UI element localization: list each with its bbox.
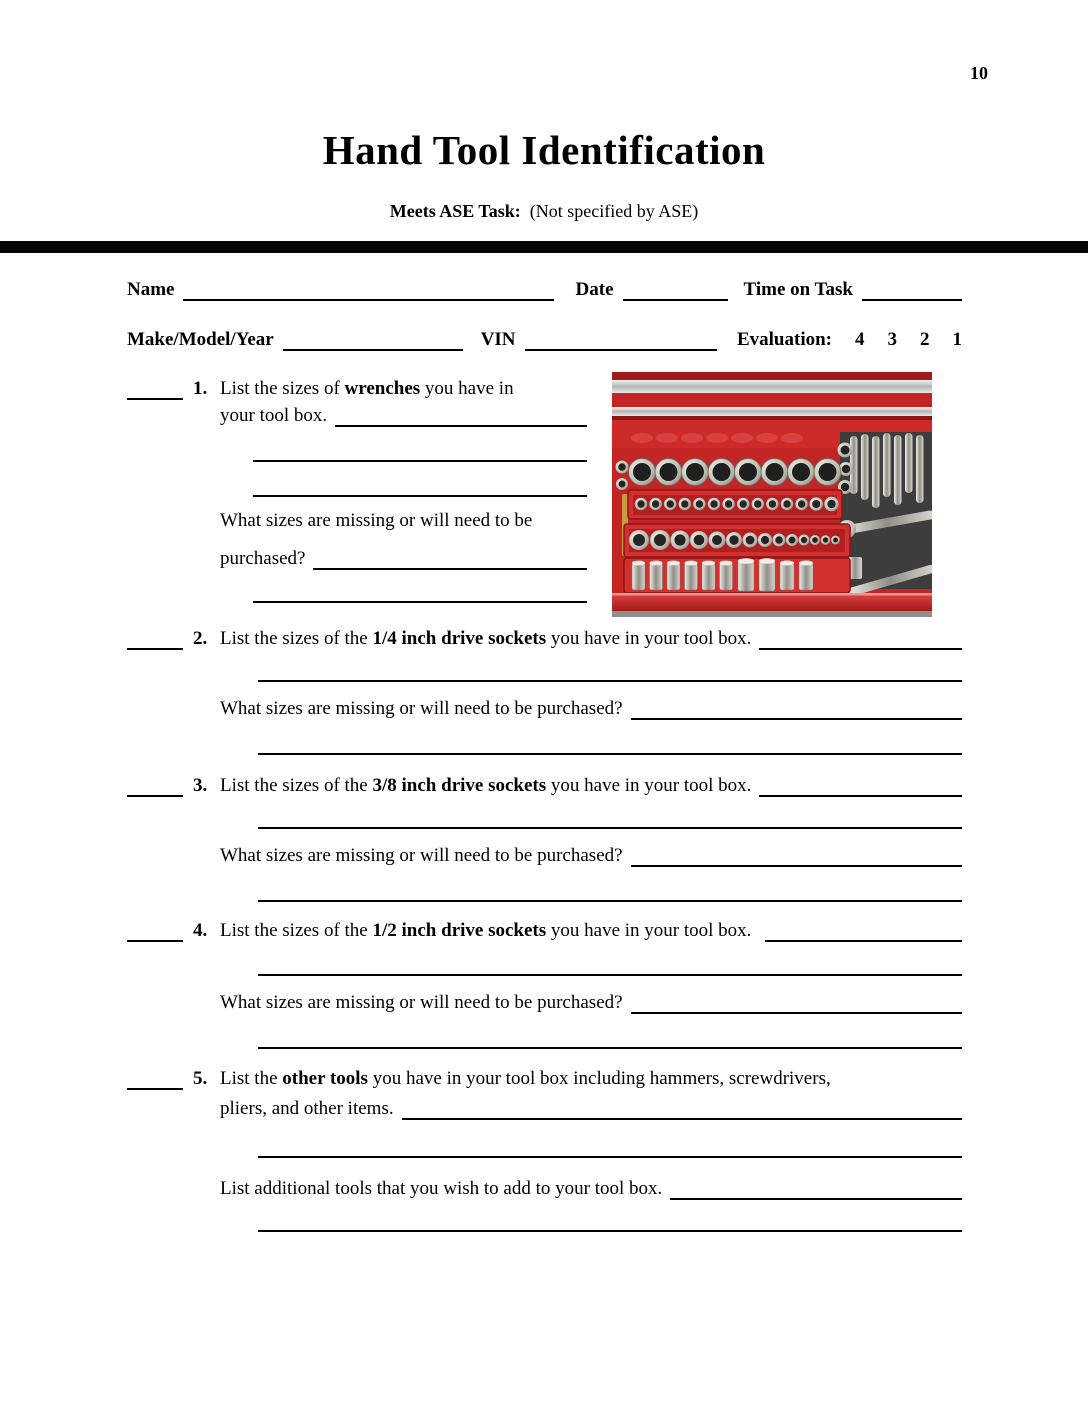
- answer-line: [759, 648, 962, 650]
- page-title: Hand Tool Identification: [322, 127, 766, 173]
- followup-text: What sizes are missing or will need to be: [220, 510, 533, 531]
- question-number: 4.: [193, 920, 208, 941]
- question-text: your tool box.: [220, 405, 328, 426]
- question-5-line-1: [127, 1068, 962, 1090]
- followup-text: What sizes are missing or will need to be purchased?: [220, 845, 623, 866]
- grade-blank: [127, 648, 183, 650]
- question-text: List the sizes of the 1/4 inch drive sockets you have in your tool box.: [220, 628, 752, 649]
- medium-socket-tray: [624, 524, 850, 557]
- subtitle-label: Meets ASE Task:: [389, 201, 521, 221]
- question-text: List the other tools you have in your tool box including hammers, screwdrivers,: [220, 1068, 831, 1089]
- question-2-line-1: [127, 628, 962, 650]
- question-number: 3.: [193, 775, 208, 796]
- answer-line: [765, 940, 962, 942]
- answer-line: [631, 718, 962, 720]
- question-4-line-1: [127, 920, 962, 942]
- grade-blank: [127, 398, 183, 400]
- answer-line: [253, 495, 587, 497]
- followup-text: purchased?: [220, 548, 306, 569]
- answer-line: [258, 974, 962, 976]
- bench-edge: [612, 611, 932, 617]
- drawer-face: [612, 593, 932, 611]
- question-3-followup: [220, 845, 962, 867]
- question-1-followup-1: [220, 510, 587, 532]
- name-line: [183, 299, 553, 301]
- answer-line: [258, 753, 962, 755]
- divider-bar: [0, 241, 1088, 253]
- question-4-followup: [220, 992, 962, 1014]
- question-2-followup: [220, 698, 962, 720]
- eval-score-4: 4: [855, 329, 865, 350]
- date-label: Date: [575, 279, 614, 300]
- answer-line: [670, 1198, 962, 1200]
- grade-blank: [127, 940, 183, 942]
- question-1-line-1: [127, 378, 587, 400]
- question-5-followup: [220, 1178, 962, 1200]
- answer-line: [253, 460, 587, 462]
- small-socket-tray: [628, 490, 842, 519]
- header-row-1: [127, 279, 962, 301]
- answer-line: [631, 1012, 962, 1014]
- question-number: 1.: [193, 378, 208, 399]
- subtitle-value: (Not specified by ASE): [529, 201, 699, 221]
- eval-score-3: 3: [887, 329, 897, 350]
- answer-line: [313, 568, 587, 570]
- vin-label: VIN: [480, 329, 516, 350]
- deep-socket-tray: [624, 558, 850, 593]
- answer-line: [402, 1118, 962, 1120]
- make-model-year-line: [283, 349, 463, 351]
- followup-text: List additional tools that you wish to add to your tool box.: [220, 1178, 663, 1199]
- question-5-line-2: [220, 1098, 962, 1120]
- date-line: [623, 299, 728, 301]
- question-3-line-1: [127, 775, 962, 797]
- answer-line: [335, 425, 587, 427]
- followup-text: What sizes are missing or will need to be purchased?: [220, 698, 623, 719]
- answer-line: [258, 680, 962, 682]
- question-number: 5.: [193, 1068, 208, 1089]
- toolbox-photo-graphic: [612, 372, 932, 617]
- name-label: Name: [127, 279, 175, 300]
- answer-line: [631, 865, 962, 867]
- vin-line: [525, 349, 717, 351]
- question-text: pliers, and other items.: [220, 1098, 394, 1119]
- make-model-year-label: Make/Model/Year: [127, 329, 274, 350]
- page-number: 10: [970, 63, 988, 83]
- answer-line: [258, 827, 962, 829]
- time-on-task-line: [862, 299, 962, 301]
- question-text: List the sizes of the 3/8 inch drive sockets you have in your tool box.: [220, 775, 752, 796]
- grade-blank: [127, 1088, 183, 1090]
- eval-score-2: 2: [920, 329, 930, 350]
- evaluation-label: Evaluation:: [736, 329, 832, 350]
- header-row-2: [127, 329, 962, 351]
- question-1-followup-2: [220, 548, 587, 570]
- eval-score-1: 1: [952, 329, 962, 350]
- answer-line: [258, 1156, 962, 1158]
- question-1-line-2: [220, 405, 587, 427]
- subtitle: [0, 201, 1088, 222]
- grade-blank: [127, 795, 183, 797]
- answer-line: [258, 900, 962, 902]
- question-text: List the sizes of wrenches you have in: [220, 378, 514, 399]
- answer-line: [258, 1047, 962, 1049]
- answer-line: [258, 1230, 962, 1232]
- followup-text: What sizes are missing or will need to be purchased?: [220, 992, 623, 1013]
- question-number: 2.: [193, 628, 208, 649]
- toolbox-photo: [612, 372, 932, 617]
- answer-line: [253, 601, 587, 603]
- question-text: List the sizes of the 1/2 inch drive sockets you have in your tool box.: [220, 920, 752, 941]
- answer-line: [759, 795, 962, 797]
- time-on-task-label: Time on Task: [743, 279, 853, 300]
